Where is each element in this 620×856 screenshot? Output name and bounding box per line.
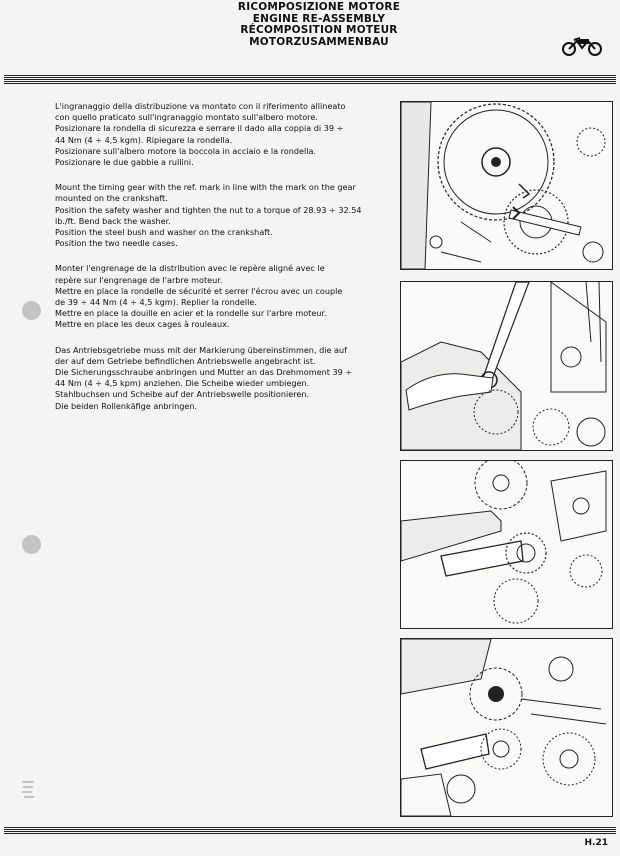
text-line: Mettre en place les deux cages à rouleaux. <box>55 319 230 330</box>
title-italian: RICOMPOSIZIONE MOTORE <box>237 1 401 13</box>
title-english: ENGINE RE-ASSEMBLY <box>252 12 386 25</box>
paragraph-french <box>55 263 395 330</box>
instructions-text <box>55 101 395 426</box>
text-line: Das Antriebsgetriebe muss mit der Markierung übereinstimmen, die auf <box>55 344 347 355</box>
motorcycle-logo-icon <box>560 34 604 56</box>
text-line: Position the steel bush and washer on the crankshaft. <box>55 227 273 238</box>
paragraph-italian <box>55 101 395 168</box>
text-line: Die Sicherungsschraube anbringen und Mutter an das Drehmoment 39 ÷ <box>55 367 353 378</box>
text-line: repère sur l'engrenage de l'arbre moteur. <box>55 274 223 285</box>
text-line: Mettre en place la douille en acier et la rondelle sur l'arbre moteur. <box>55 308 327 319</box>
margin-scribble-icon <box>20 778 36 800</box>
text-line: Die beiden Rollenkäfige anbringen. <box>55 400 198 411</box>
text-line: Mettre en place la rondelle de sécurité et serrer l'écrou avec un couple <box>55 285 343 296</box>
torque-wrench-illustration <box>401 282 612 450</box>
text-line: lb./ft. Bend back the washer. <box>55 215 171 226</box>
text-line: Monter l'engrenage de la distribution avec le repère aligné avec le <box>55 263 325 274</box>
text-line: 44 Nm (4 ÷ 4,5 kpm) anziehen. Die Scheibe wieder umbiegen. <box>55 378 310 389</box>
text-line: Stahlbuchsen und Scheibe auf der Antriebswelle positionieren. <box>55 389 310 400</box>
figure-timing-gear-alignment <box>400 101 613 270</box>
text-line: Posizionare la rondella di sicurezza e serrare il dado alla coppia di 39 ÷ <box>55 123 344 134</box>
paragraph-english <box>55 182 395 249</box>
bottom-rule <box>4 826 616 834</box>
needle-cases-illustration <box>401 639 612 816</box>
figure-needle-cases-installation <box>400 638 613 817</box>
figure-torque-wrench-tightening <box>400 281 613 451</box>
steel-bush-illustration <box>401 461 612 628</box>
page-header <box>0 2 620 48</box>
text-line: Position the two needle cases. <box>55 238 178 249</box>
text-line: Mount the timing gear with the ref. mark in line with the mark on the gear <box>55 182 356 193</box>
text-line: 44 Nm (4 ÷ 4,5 kgm). Ripiegare la rondella. <box>55 134 233 145</box>
text-line: Posizionare sull'albero motore la boccola in acciaio e la rondella. <box>55 145 316 156</box>
title-german: MOTORZUSAMMENBAU <box>249 35 389 48</box>
page-number: H.21 <box>584 838 608 848</box>
text-line: de 39 ÷ 44 Nm (4 ÷ 4,5 kgm). Replier la rondelle. <box>55 297 257 308</box>
title-french: RÉCOMPOSITION MOTEUR <box>240 24 398 36</box>
punch-hole <box>22 535 41 554</box>
text-line: Position the safety washer and tighten the nut to a torque of 28.93 ÷ 32.54 <box>55 204 362 215</box>
text-line: mounted on the crankshaft. <box>55 193 168 204</box>
top-rule <box>4 74 616 84</box>
text-line: Posizionare le due gabbie a rullini. <box>55 157 194 168</box>
text-line: der auf dem Getriebe befindlichen Antriebswelle angebracht ist. <box>55 355 316 366</box>
text-line: con quello praticato sull'ingranaggio montato sull'albero motore. <box>55 112 318 123</box>
paragraph-german <box>55 345 395 412</box>
text-line: L'ingranaggio della distribuzione va montato con il riferimento allineato <box>55 101 346 111</box>
figure-steel-bush-installation <box>400 460 613 629</box>
punch-hole <box>22 301 41 320</box>
timing-gear-illustration <box>401 102 612 269</box>
